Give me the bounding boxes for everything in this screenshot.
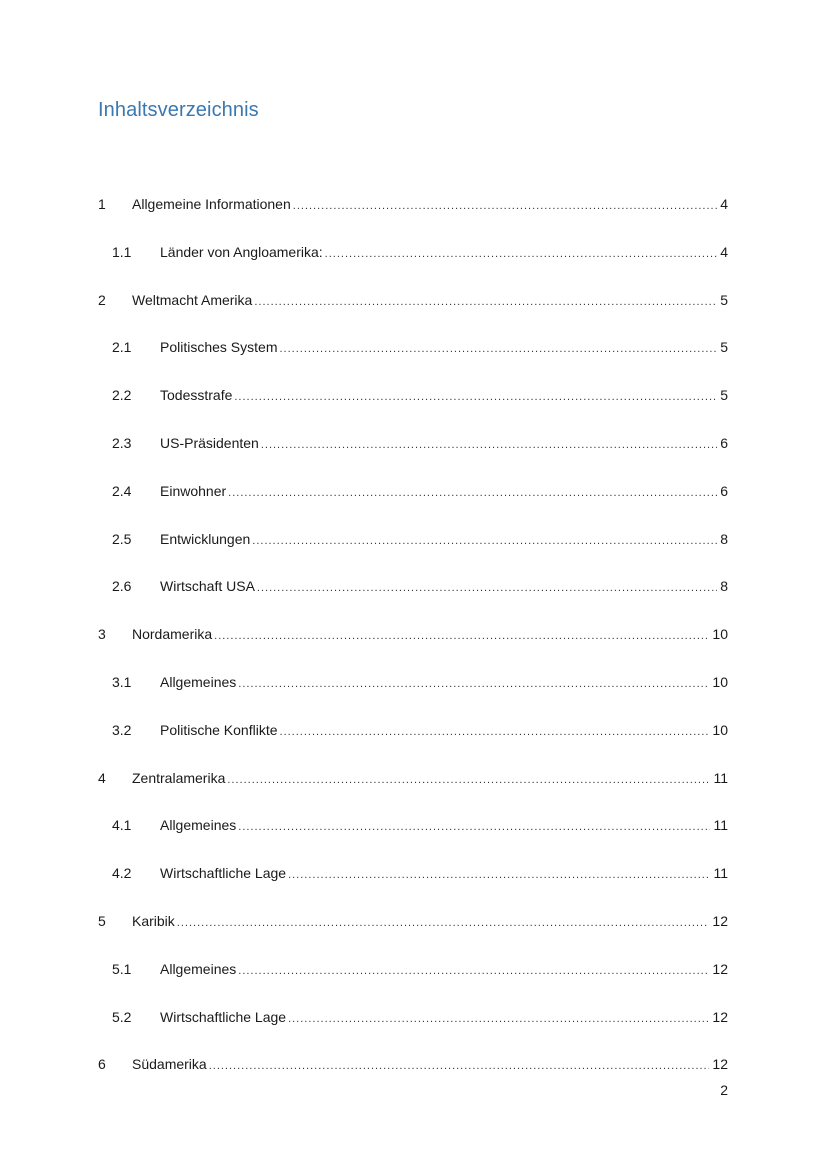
toc-entry-title: Politisches System bbox=[160, 339, 278, 356]
toc-entry-number: 5 bbox=[98, 913, 106, 929]
toc-dot-leader bbox=[238, 817, 710, 837]
toc-entry-title: Nordamerika bbox=[132, 626, 213, 643]
toc-entry-title: Allgemeines bbox=[160, 960, 237, 977]
toc-entry[interactable] bbox=[112, 433, 728, 453]
toc-dot-leader bbox=[209, 1056, 710, 1076]
toc-entry[interactable] bbox=[112, 1007, 728, 1027]
toc-entry-title: Allgemeine Informationen bbox=[132, 196, 291, 212]
toc-entry-number: 1 bbox=[98, 196, 106, 212]
toc-entry-title: Entwicklungen bbox=[160, 530, 251, 547]
toc-entry-number: 4.2 bbox=[112, 865, 132, 882]
toc-entry-number: 2.2 bbox=[112, 387, 132, 404]
toc-entry-page: 4 bbox=[720, 196, 728, 212]
toc-entry-title: Allgemeines bbox=[160, 817, 237, 834]
toc-entry-number: 2.1 bbox=[112, 339, 132, 356]
toc-entry-page: 10 bbox=[712, 721, 728, 738]
toc-dot-leader bbox=[177, 913, 710, 933]
toc-entry-page: 4 bbox=[720, 243, 728, 260]
toc-entry-title: Wirtschaftliche Lage bbox=[160, 1008, 287, 1025]
toc-entry[interactable] bbox=[112, 242, 728, 262]
toc-entry-title: Länder von Angloamerika: bbox=[160, 243, 323, 260]
toc-dot-leader bbox=[293, 196, 717, 216]
toc-entry[interactable] bbox=[112, 337, 728, 357]
toc-entry-page: 5 bbox=[720, 387, 728, 404]
toc-entry-title: Südamerika bbox=[132, 1056, 207, 1073]
toc-entry-number: 1.1 bbox=[112, 243, 132, 260]
toc-entry-number: 3.1 bbox=[112, 674, 132, 690]
toc-entry-title: US-Präsidenten bbox=[160, 435, 259, 451]
toc-entry[interactable] bbox=[112, 959, 728, 979]
toc-dot-leader bbox=[288, 865, 710, 885]
toc-dot-leader bbox=[288, 1009, 709, 1029]
toc-dot-leader bbox=[238, 674, 709, 694]
toc-entry[interactable] bbox=[112, 529, 728, 549]
toc-entry[interactable] bbox=[98, 911, 728, 931]
toc-entry[interactable] bbox=[112, 720, 728, 740]
toc-entry-page: 10 bbox=[712, 674, 728, 690]
toc-entry-title: Wirtschaftliche Lage bbox=[160, 865, 287, 882]
toc-dot-leader bbox=[261, 435, 717, 455]
toc-entry-title: Zentralamerika bbox=[132, 769, 226, 786]
toc-entry-page: 6 bbox=[720, 482, 728, 499]
toc-entry-title: Todesstrafe bbox=[160, 387, 233, 404]
toc-entry[interactable] bbox=[98, 290, 728, 310]
toc-dot-leader bbox=[238, 961, 709, 981]
toc-entry-page: 10 bbox=[712, 626, 728, 643]
toc-entry-title: Politische Konflikte bbox=[160, 721, 278, 738]
toc-entry[interactable] bbox=[112, 672, 728, 692]
toc-entry-page: 12 bbox=[712, 1008, 728, 1025]
toc-entry[interactable] bbox=[112, 385, 728, 405]
toc-entry[interactable] bbox=[112, 481, 728, 501]
page-number: 2 bbox=[720, 1082, 728, 1098]
toc-heading: Inhaltsverzeichnis bbox=[98, 99, 259, 121]
toc-dot-leader bbox=[228, 483, 717, 503]
toc-entry[interactable] bbox=[98, 768, 728, 788]
toc-entry-title: Einwohner bbox=[160, 482, 227, 499]
toc-entry-page: 6 bbox=[720, 435, 728, 451]
toc-dot-leader bbox=[280, 722, 710, 742]
toc-dot-leader bbox=[227, 770, 710, 790]
toc-entry-number: 2.4 bbox=[112, 482, 132, 499]
toc-entry-page: 12 bbox=[712, 960, 728, 977]
toc-dot-leader bbox=[279, 339, 717, 359]
toc-entry[interactable] bbox=[112, 576, 728, 596]
toc-entry[interactable] bbox=[98, 194, 728, 214]
toc-entry-page: 11 bbox=[713, 817, 728, 834]
toc-entry-number: 2.6 bbox=[112, 578, 132, 595]
toc-entry-number: 4 bbox=[98, 769, 106, 786]
toc-entry[interactable] bbox=[112, 815, 728, 835]
toc-entry-number: 4.1 bbox=[112, 817, 132, 834]
toc-entry[interactable] bbox=[98, 1054, 728, 1074]
toc-entry-title: Weltmacht Amerika bbox=[132, 291, 253, 308]
toc-entry-number: 5.2 bbox=[112, 1008, 132, 1025]
toc-entry-number: 3.2 bbox=[112, 721, 132, 738]
toc-entry-number: 5.1 bbox=[112, 960, 132, 977]
toc-entry-number: 2 bbox=[98, 291, 106, 308]
toc-entry-page: 12 bbox=[712, 913, 728, 929]
toc-entry-page: 5 bbox=[720, 291, 728, 308]
toc-entry[interactable] bbox=[98, 624, 728, 644]
toc-entry-number: 2.5 bbox=[112, 530, 132, 547]
toc-dot-leader bbox=[252, 531, 717, 551]
toc-entry-page: 12 bbox=[712, 1056, 728, 1073]
toc-dot-leader bbox=[325, 244, 718, 264]
toc-entry-number: 2.3 bbox=[112, 435, 132, 451]
toc-dot-leader bbox=[234, 387, 717, 407]
toc-entry-page: 5 bbox=[720, 339, 728, 356]
toc-entry-title: Wirtschaft USA bbox=[160, 578, 255, 595]
toc-entry-number: 3 bbox=[98, 626, 106, 643]
toc-entry-title: Karibik bbox=[132, 913, 175, 929]
toc-entry-page: 11 bbox=[713, 865, 728, 882]
toc-dot-leader bbox=[254, 292, 717, 312]
toc-dot-leader bbox=[257, 578, 717, 598]
toc-entry[interactable] bbox=[112, 863, 728, 883]
toc-entry-page: 11 bbox=[713, 769, 728, 786]
toc-dot-leader bbox=[214, 626, 709, 646]
toc-entry-title: Allgemeines bbox=[160, 674, 237, 690]
toc-entry-page: 8 bbox=[720, 578, 728, 595]
toc-entry-number: 6 bbox=[98, 1056, 106, 1073]
toc-entry-page: 8 bbox=[720, 530, 728, 547]
